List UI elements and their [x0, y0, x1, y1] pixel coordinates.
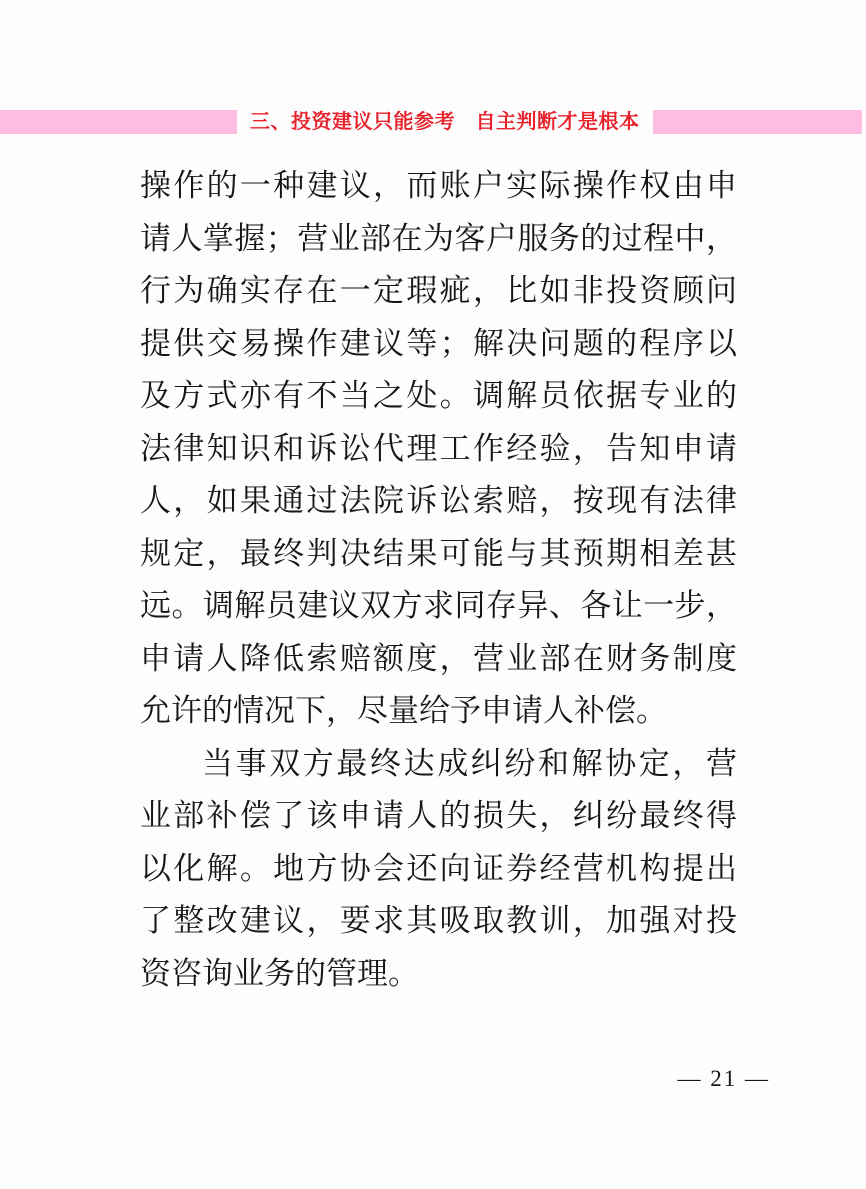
text-line: 行为确实存在一定瑕疵，比如非投资顾问 [140, 273, 737, 308]
chapter-header-banner [0, 110, 866, 134]
text-line: 提供交易操作建议等；解决问题的程序以 [140, 325, 737, 361]
text-line: 请人掌握；营业部在为客户服务的过程中， [140, 220, 737, 256]
text-line: 人，如果通过法院诉讼索赔，按现有法律 [140, 483, 737, 518]
text-line: 操作的一种建议，而账户实际操作权由申 [140, 168, 737, 203]
page-number: — 21 — [677, 1066, 770, 1091]
text-line: 及方式亦有不当之处。调解员依据专业的 [140, 378, 737, 413]
text-line: 申请人降低索赔额度，营业部在财务制度 [140, 640, 737, 676]
text-line: 了整改建议，要求其吸取教训，加强对投 [140, 903, 737, 938]
text-line-paragraph-end: 资咨询业务的管理。 [140, 955, 419, 991]
text-line: 规定，最终判决结果可能与其预期相差甚 [140, 535, 737, 571]
text-line-paragraph-end: 允许的情况下，尽量给予申请人补偿。 [140, 693, 667, 728]
chapter-title: 三、投资建议只能参考 自主判断才是根本 [250, 111, 640, 133]
text-line-paragraph-start: 当事双方最终达成纠纷和解协定，营 [202, 745, 737, 781]
banner-bar-right [653, 110, 863, 134]
banner-bar-left [0, 110, 237, 134]
text-line: 以化解。地方协会还向证券经营机构提出 [140, 850, 737, 886]
text-line: 业部补偿了该申请人的损失，纠纷最终得 [140, 798, 737, 833]
text-line: 法律知识和诉讼代理工作经验，告知申请 [140, 430, 737, 466]
text-line: 远。调解员建议双方求同存异、各让一步， [140, 588, 737, 623]
body-text-block [140, 160, 737, 1000]
